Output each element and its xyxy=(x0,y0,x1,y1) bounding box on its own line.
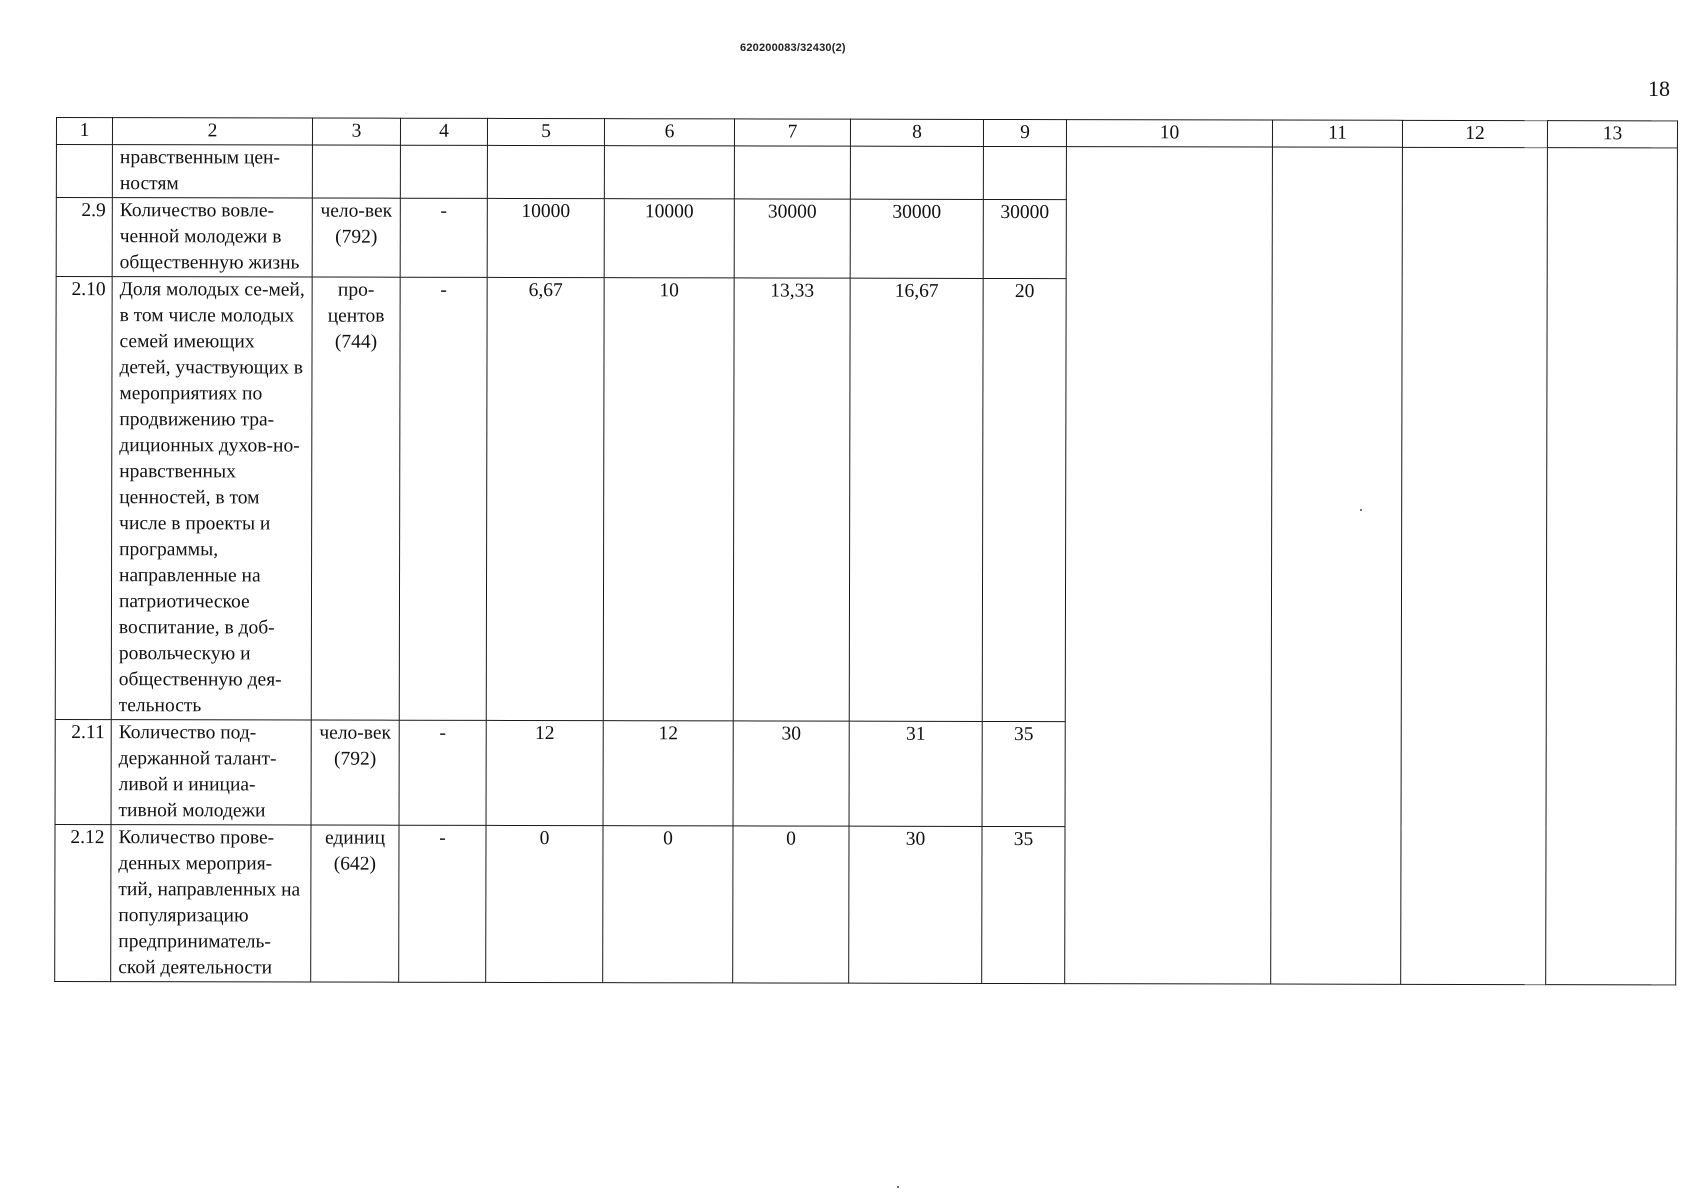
column-header: 5 xyxy=(487,118,604,145)
unit-cell xyxy=(312,145,400,198)
value-cell: 13,33 xyxy=(733,278,850,721)
value-cell: 0 xyxy=(486,825,603,982)
indicator-name-cell: Доля молодых се-мей, в том числе молодых семей имеющих детей, участвующих в мероприятиях по продвижению тра-диционных духов-но-нравственных ценностей, в том числе в проекты и программы, направленные на патриотическое воспитание, в доб-ровольческую и общественную дея-тельность xyxy=(111,277,312,720)
value-cell: 0 xyxy=(603,826,733,983)
value-cell: 30000 xyxy=(734,199,850,278)
value-cell: 10000 xyxy=(487,198,604,277)
row-number-cell: 2.10 xyxy=(55,277,112,720)
indicators-table xyxy=(54,117,1678,985)
scan-speck xyxy=(897,1186,899,1188)
value-cell: - xyxy=(399,277,487,720)
value-cell xyxy=(850,146,983,199)
value-cell xyxy=(983,146,1066,199)
value-cell xyxy=(734,146,850,199)
indicator-name-cell: Количество вовле-ченной молодежи в общественную жизнь xyxy=(112,198,312,277)
column-header: 6 xyxy=(604,119,734,146)
row-number-cell: 2.12 xyxy=(55,824,111,981)
value-cell: 31 xyxy=(849,721,982,826)
value-cell: 12 xyxy=(603,721,733,826)
empty-column-10 xyxy=(1065,147,1273,984)
value-cell: 12 xyxy=(486,720,603,825)
row-number-cell: 2.9 xyxy=(56,198,112,277)
indicator-name-cell: Количество под-держанной талант-ливой и инициа-тивной молодежи xyxy=(111,720,311,825)
column-header: 12 xyxy=(1402,120,1547,147)
column-header: 3 xyxy=(312,118,400,145)
unit-cell: чело-век (792) xyxy=(312,198,400,277)
column-header: 10 xyxy=(1066,120,1272,147)
value-cell xyxy=(604,146,734,199)
unit-cell: чело-век (792) xyxy=(311,720,399,825)
value-cell: - xyxy=(399,720,486,825)
page-number: 18 xyxy=(1648,76,1670,101)
column-header: 7 xyxy=(734,119,850,146)
value-cell: 6,67 xyxy=(486,277,604,720)
indicators-table-wrapper xyxy=(56,117,1677,982)
indicator-name-cell: Количество прове-денных мероприя-тий, направленных на популяризацию предприниматель-ской деятельности xyxy=(111,825,311,982)
value-cell: 30000 xyxy=(850,199,983,278)
value-cell: 20 xyxy=(982,278,1066,721)
value-cell xyxy=(487,145,604,198)
empty-column-13 xyxy=(1546,148,1678,985)
value-cell: 10 xyxy=(603,278,734,721)
value-cell: 35 xyxy=(982,721,1065,826)
indicator-name-cell: нравственным цен-ностям xyxy=(112,145,312,198)
document-id: 620200083/32430(2) xyxy=(740,42,846,54)
empty-column-11 xyxy=(1271,147,1403,984)
column-header: 8 xyxy=(850,119,983,146)
column-header: 13 xyxy=(1547,121,1677,148)
column-header: 11 xyxy=(1272,120,1402,147)
value-cell: 10000 xyxy=(604,199,734,278)
column-header: 1 xyxy=(56,118,112,145)
value-cell: 0 xyxy=(733,826,849,983)
value-cell: - xyxy=(399,825,486,982)
table-row xyxy=(56,145,1677,201)
row-number-cell: 2.11 xyxy=(55,719,111,824)
column-number-row xyxy=(56,118,1677,148)
value-cell: - xyxy=(400,198,487,277)
value-cell: 35 xyxy=(982,826,1065,983)
column-header: 4 xyxy=(400,118,487,145)
value-cell: 30 xyxy=(849,826,982,983)
column-header: 2 xyxy=(112,118,312,145)
value-cell: 30 xyxy=(733,721,849,826)
unit-cell: про-центов (744) xyxy=(311,277,400,720)
value-cell xyxy=(400,145,487,198)
row-number-cell xyxy=(56,145,112,198)
unit-cell: единиц (642) xyxy=(311,825,399,982)
column-header: 9 xyxy=(983,119,1066,146)
value-cell: 30000 xyxy=(983,199,1066,278)
empty-column-12 xyxy=(1401,147,1548,984)
value-cell: 16,67 xyxy=(849,278,983,721)
scan-speck xyxy=(1360,509,1362,511)
